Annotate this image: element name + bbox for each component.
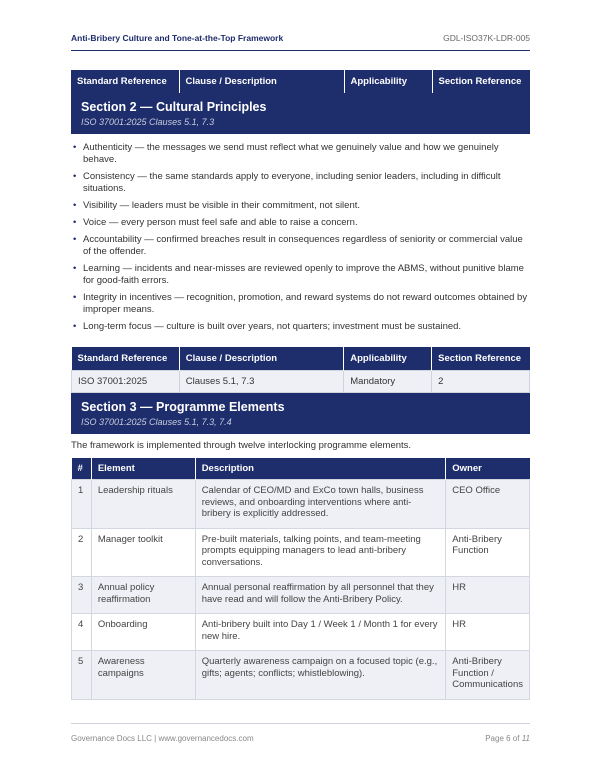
list-item: • Voice — every person must feel safe and able to raise a concern. [73,217,358,228]
cell-element: Manager toolkit [91,528,195,577]
cell-element: Awareness campaigns [91,651,195,700]
col-applicability: Applicability [344,347,432,371]
cell-number: 3 [72,577,92,614]
page-number: Page 6 of 11 [485,734,530,743]
col-description: Description [195,458,446,480]
cell-description: Calendar of CEO/MD and ExCo town halls, business reviews, and onboarding interventions where anti-bribery is explicitly addressed. [195,480,446,529]
table-row [72,480,530,529]
bullet-icon: • [73,321,77,332]
cell-owner: CEO Office [446,480,530,529]
bullet-icon: • [73,234,77,245]
cell-number: 1 [72,480,92,529]
col-element: Element [91,458,195,480]
list-item: • Long-term focus — culture is built over years, not quarters; investment must be sustained. [73,321,462,332]
cell-clause: Clauses 5.1, 7.3 [179,371,344,393]
col-section-reference: Section Reference [432,347,530,371]
cell-number: 4 [72,614,92,651]
cell-description: Anti-bribery built into Day 1 / Week 1 / Month 1 for every new hire. [195,614,446,651]
bullet-icon: • [73,292,77,303]
elements-table-header-row [72,458,530,480]
cell-applicability: Mandatory [344,371,432,393]
cell-description: Annual personal reaffirmation by all personnel that they have read and will follow the Anti-Bribery Policy. [195,577,446,614]
col-standard-reference: Standard Reference [72,347,180,371]
cell-description: Pre-built materials, talking points, and team-meeting prompts equipping managers to lead anti-bribery conversations. [195,528,446,577]
cell-element: Onboarding [91,614,195,651]
bullet-icon: • [73,142,77,153]
table-row [72,614,530,651]
page-footer [71,723,530,743]
reference-table-section-2 [71,347,530,393]
section-2-title: Section 2 — Cultural Principles [81,100,267,114]
bullet-icon: • [73,200,77,211]
list-item: • Accountability — confirmed breaches result in consequences regardless of seniority or commercial value of the offender. [73,234,523,257]
col-number: # [72,458,92,480]
col-applicability: Applicability [344,70,432,93]
cell-section: 2 [432,371,530,393]
cell-standard: ISO 37001:2025 [72,371,180,393]
cell-description: Quarterly awareness campaign on a focused topic (e.g., gifts; agents; conflicts; whistleblowing). [195,651,446,700]
section-2-banner [71,93,530,134]
col-standard-reference: Standard Reference [71,70,179,93]
list-item: • Consistency — the same standards apply to everyone, including senior leaders, including in difficult situations. [73,171,501,194]
bullet-icon: • [73,263,77,274]
page-content [71,70,530,700]
table-row [72,577,530,614]
cell-owner: Anti-Bribery Function / Communications [446,651,530,700]
section-2-subtitle: ISO 37001:2025 Clauses 5.1, 7.3 [81,117,215,127]
cultural-principles-list [71,142,530,333]
table-row [72,371,530,393]
table-row [72,651,530,700]
section-3-title: Section 3 — Programme Elements [81,400,285,414]
bullet-icon: • [73,217,77,228]
reference-table-top [71,70,530,93]
cell-number: 2 [72,528,92,577]
list-item: • Authenticity — the messages we send must reflect what we genuinely value and how we genuinely behave. [73,142,499,165]
col-section-reference: Section Reference [432,70,530,93]
page-total: 11 [521,734,530,743]
section-3-subtitle: ISO 37001:2025 Clauses 5.1, 7.3, 7.4 [81,417,232,427]
list-item: • Integrity in incentives — recognition, promotion, and reward systems do not reward outcomes obtained by improper means. [73,292,528,315]
table-row [72,528,530,577]
document-title: Anti-Bribery Culture and Tone-at-the-Top Framework [71,33,284,43]
cell-element: Annual policy reaffirmation [91,577,195,614]
col-clause-description: Clause / Description [179,347,344,371]
cell-owner: Anti-Bribery Function [446,528,530,577]
col-clause-description: Clause / Description [179,70,344,93]
page-header [71,33,530,51]
list-item: • Visibility — leaders must be visible in their commitment, not silent. [73,200,361,211]
document-code: GDL-ISO37K-LDR-005 [443,33,530,43]
cell-owner: HR [446,577,530,614]
list-item: • Learning — incidents and near-misses are reviewed openly to improve the ABMS, without punitive blame for good-faith errors. [73,263,524,286]
cell-owner: HR [446,614,530,651]
reference-table-header-row [72,347,530,371]
section-3-banner [71,393,530,434]
programme-elements-table [71,458,530,700]
bullet-icon: • [73,171,77,182]
cell-number: 5 [72,651,92,700]
footer-company: Governance Docs LLC | www.governancedocs.com [71,734,254,743]
reference-table-header-row [71,70,530,93]
section-3-intro: The framework is implemented through twelve interlocking programme elements. [71,440,412,451]
cell-element: Leadership rituals [91,480,195,529]
col-owner: Owner [446,458,530,480]
